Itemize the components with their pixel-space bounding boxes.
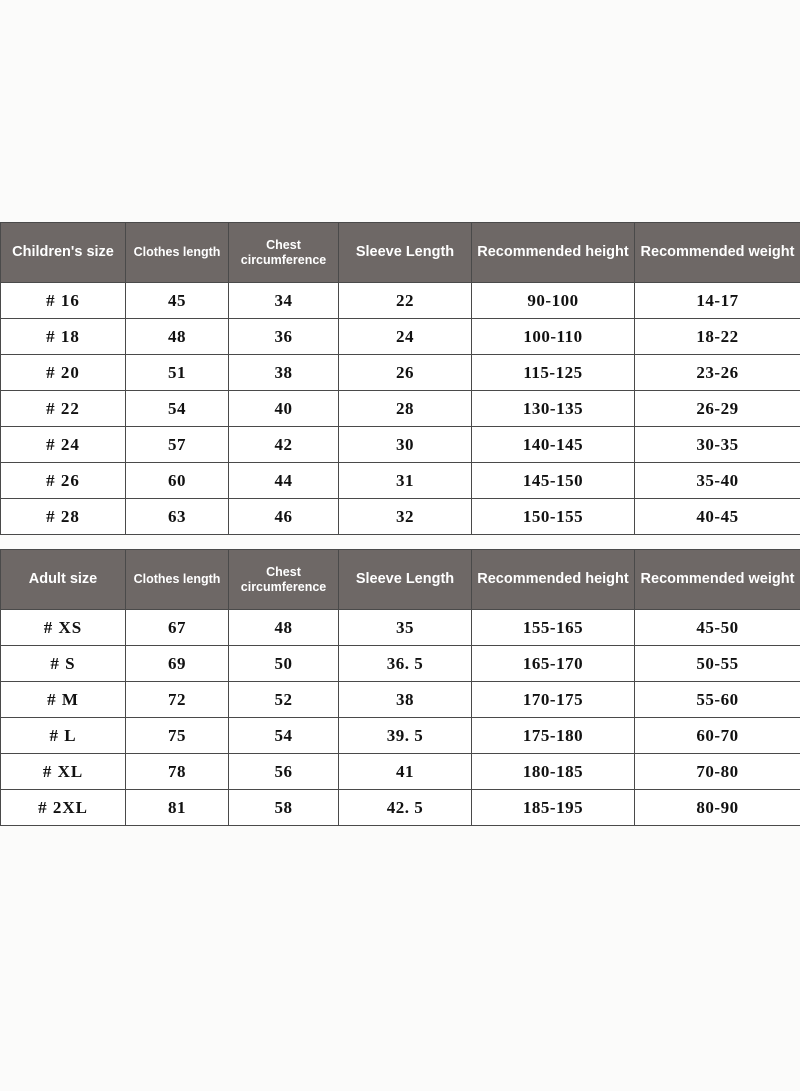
column-header-size: Children's size — [1, 223, 126, 283]
table-row — [1, 463, 800, 499]
cell-clothes-length: 72 — [126, 682, 229, 718]
column-header-chest-circumference: Chest circumference — [229, 223, 339, 283]
cell-size: # M — [1, 682, 126, 718]
cell-sleeve-length: 30 — [339, 427, 472, 463]
cell-recommended-height: 185-195 — [472, 790, 635, 826]
column-header-recommended-weight: Recommended weight — [635, 550, 800, 610]
cell-size: # XS — [1, 610, 126, 646]
table-row — [1, 682, 800, 718]
cell-recommended-weight: 50-55 — [635, 646, 800, 682]
cell-clothes-length: 57 — [126, 427, 229, 463]
cell-clothes-length: 69 — [126, 646, 229, 682]
cell-recommended-weight: 45-50 — [635, 610, 800, 646]
column-header-sleeve-length: Sleeve Length — [339, 550, 472, 610]
cell-sleeve-length: 32 — [339, 499, 472, 535]
cell-recommended-weight: 14-17 — [635, 283, 800, 319]
cell-recommended-weight: 18-22 — [635, 319, 800, 355]
column-header-recommended-height: Recommended height — [472, 550, 635, 610]
column-header-sleeve-length: Sleeve Length — [339, 223, 472, 283]
cell-chest-circumference: 56 — [229, 754, 339, 790]
column-header-clothes-length: Clothes length — [126, 550, 229, 610]
cell-recommended-weight: 30-35 — [635, 427, 800, 463]
table-row — [1, 319, 800, 355]
cell-clothes-length: 54 — [126, 391, 229, 427]
table-row — [1, 391, 800, 427]
cell-sleeve-length: 26 — [339, 355, 472, 391]
cell-recommended-height: 100-110 — [472, 319, 635, 355]
cell-recommended-height: 150-155 — [472, 499, 635, 535]
cell-recommended-height: 155-165 — [472, 610, 635, 646]
cell-clothes-length: 45 — [126, 283, 229, 319]
column-header-size: Adult size — [1, 550, 126, 610]
cell-recommended-height: 175-180 — [472, 718, 635, 754]
cell-recommended-weight: 80-90 — [635, 790, 800, 826]
cell-chest-circumference: 48 — [229, 610, 339, 646]
cell-sleeve-length: 36. 5 — [339, 646, 472, 682]
column-header-recommended-weight: Recommended weight — [635, 223, 800, 283]
cell-recommended-height: 145-150 — [472, 463, 635, 499]
cell-chest-circumference: 50 — [229, 646, 339, 682]
cell-chest-circumference: 36 — [229, 319, 339, 355]
cell-sleeve-length: 28 — [339, 391, 472, 427]
adult-table-head — [1, 550, 800, 610]
cell-clothes-length: 48 — [126, 319, 229, 355]
cell-sleeve-length: 31 — [339, 463, 472, 499]
cell-recommended-weight: 60-70 — [635, 718, 800, 754]
cell-chest-circumference: 46 — [229, 499, 339, 535]
cell-clothes-length: 75 — [126, 718, 229, 754]
size-tables-container — [0, 222, 800, 826]
cell-clothes-length: 78 — [126, 754, 229, 790]
cell-sleeve-length: 39. 5 — [339, 718, 472, 754]
cell-recommended-height: 180-185 — [472, 754, 635, 790]
cell-recommended-weight: 23-26 — [635, 355, 800, 391]
cell-size: # S — [1, 646, 126, 682]
cell-size: # 20 — [1, 355, 126, 391]
cell-recommended-height: 90-100 — [472, 283, 635, 319]
table-row — [1, 790, 800, 826]
table-row — [1, 754, 800, 790]
cell-sleeve-length: 35 — [339, 610, 472, 646]
table-spacer — [0, 535, 800, 549]
table-row — [1, 610, 800, 646]
adult-table-body — [1, 610, 800, 826]
cell-clothes-length: 51 — [126, 355, 229, 391]
cell-size: # 16 — [1, 283, 126, 319]
cell-recommended-weight: 40-45 — [635, 499, 800, 535]
cell-chest-circumference: 34 — [229, 283, 339, 319]
cell-size: # 28 — [1, 499, 126, 535]
table-row — [1, 718, 800, 754]
cell-recommended-weight: 26-29 — [635, 391, 800, 427]
column-header-recommended-height: Recommended height — [472, 223, 635, 283]
table-header-row — [1, 550, 800, 610]
cell-size: # 26 — [1, 463, 126, 499]
cell-recommended-weight: 70-80 — [635, 754, 800, 790]
column-header-clothes-length: Clothes length — [126, 223, 229, 283]
cell-recommended-height: 115-125 — [472, 355, 635, 391]
cell-chest-circumference: 44 — [229, 463, 339, 499]
cell-sleeve-length: 24 — [339, 319, 472, 355]
cell-size: # XL — [1, 754, 126, 790]
cell-chest-circumference: 38 — [229, 355, 339, 391]
table-row — [1, 283, 800, 319]
cell-recommended-height: 170-175 — [472, 682, 635, 718]
cell-chest-circumference: 52 — [229, 682, 339, 718]
table-row — [1, 646, 800, 682]
cell-size: # 24 — [1, 427, 126, 463]
cell-clothes-length: 81 — [126, 790, 229, 826]
table-row — [1, 355, 800, 391]
cell-recommended-height: 140-145 — [472, 427, 635, 463]
cell-sleeve-length: 42. 5 — [339, 790, 472, 826]
cell-clothes-length: 67 — [126, 610, 229, 646]
cell-chest-circumference: 40 — [229, 391, 339, 427]
cell-recommended-weight: 55-60 — [635, 682, 800, 718]
children-table-body — [1, 283, 800, 535]
cell-recommended-height: 165-170 — [472, 646, 635, 682]
cell-size: # 2XL — [1, 790, 126, 826]
cell-chest-circumference: 42 — [229, 427, 339, 463]
cell-clothes-length: 60 — [126, 463, 229, 499]
table-row — [1, 427, 800, 463]
children-size-table — [0, 222, 800, 535]
children-table-head — [1, 223, 800, 283]
cell-sleeve-length: 38 — [339, 682, 472, 718]
adult-size-table — [0, 549, 800, 826]
cell-chest-circumference: 58 — [229, 790, 339, 826]
cell-size: # L — [1, 718, 126, 754]
column-header-chest-circumference: Chest circumference — [229, 550, 339, 610]
table-row — [1, 499, 800, 535]
cell-sleeve-length: 41 — [339, 754, 472, 790]
cell-size: # 22 — [1, 391, 126, 427]
cell-clothes-length: 63 — [126, 499, 229, 535]
table-header-row — [1, 223, 800, 283]
cell-chest-circumference: 54 — [229, 718, 339, 754]
cell-recommended-weight: 35-40 — [635, 463, 800, 499]
cell-size: # 18 — [1, 319, 126, 355]
cell-sleeve-length: 22 — [339, 283, 472, 319]
cell-recommended-height: 130-135 — [472, 391, 635, 427]
